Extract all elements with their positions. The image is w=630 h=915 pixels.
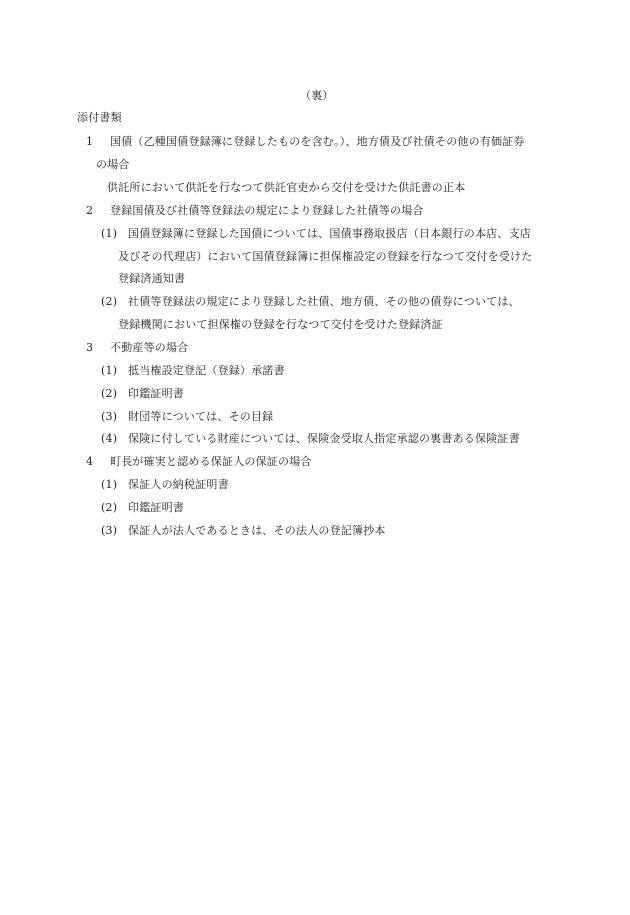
section-number: 1 bbox=[86, 135, 94, 148]
item-number: (1) bbox=[101, 227, 118, 240]
section-number: 2 bbox=[86, 204, 94, 217]
back-side-label: （裏） bbox=[300, 89, 334, 102]
section-2-heading bbox=[86, 203, 424, 219]
section-2-item-1 bbox=[101, 226, 531, 242]
section-1-heading bbox=[86, 134, 525, 150]
section-4-item-1 bbox=[101, 477, 229, 493]
section-text: 国債（乙種国債登録簿に登録したものを含む。）、地方債及び社債その他の有価証券 bbox=[110, 135, 525, 148]
section-3-item-1 bbox=[101, 363, 285, 379]
item-text: 保証人の納税証明書 bbox=[128, 478, 229, 491]
document-title: 添付書類 bbox=[77, 111, 122, 124]
section-number: 3 bbox=[86, 341, 94, 354]
item-number: (2) bbox=[101, 387, 118, 400]
item-text: 印鑑証明書 bbox=[128, 501, 184, 514]
section-3-item-4 bbox=[101, 431, 520, 447]
section-3-item-3 bbox=[101, 409, 273, 425]
section-2-item-1-continued: 及びその代理店）において国債登録簿に担保権設定の登録を行なつて交付を受けた bbox=[118, 250, 533, 263]
item-number: (2) bbox=[101, 295, 118, 308]
section-3-item-2 bbox=[101, 386, 184, 402]
section-4-item-3 bbox=[101, 523, 386, 539]
section-text: 登録国債及び社債等登録法の規定により登録した社債等の場合 bbox=[110, 204, 424, 217]
section-2-item-2 bbox=[101, 294, 520, 310]
section-4-heading bbox=[86, 454, 312, 470]
section-text: 不動産等の場合 bbox=[110, 341, 189, 354]
item-text: 財団等については、その目録 bbox=[128, 410, 274, 423]
item-text: 印鑑証明書 bbox=[128, 387, 184, 400]
item-text: 国債登録簿に登録した国債については、国債事務取扱店（日本銀行の本店、支店 bbox=[128, 227, 531, 240]
item-text: 社債等登録法の規定により登録した社債、地方債、その他の債券については、 bbox=[128, 295, 520, 308]
section-text: 町長が確実と認める保証人の保証の場合 bbox=[110, 455, 312, 468]
section-2-item-2-continued: 登録機関において担保権の登録を行なつて交付を受けた登録済証 bbox=[118, 318, 443, 331]
item-number: (3) bbox=[101, 410, 118, 423]
section-number: 4 bbox=[86, 455, 94, 468]
item-text: 保証人が法人であるときは、その法人の登記簿抄本 bbox=[128, 524, 386, 537]
section-2-item-1-continued: 登録済通知書 bbox=[118, 272, 186, 285]
item-number: (1) bbox=[101, 478, 118, 491]
section-1-body: 供託所において供託を行なつて供託官吏から交付を受けた供託書の正本 bbox=[107, 181, 466, 194]
item-number: (1) bbox=[101, 364, 118, 377]
item-number: (4) bbox=[101, 432, 118, 445]
section-1-heading-continued: の場合 bbox=[96, 158, 130, 171]
item-number: (2) bbox=[101, 501, 118, 514]
item-text: 保険に付している財産については、保険金受取人指定承認の裏書ある保険証書 bbox=[128, 432, 520, 445]
item-text: 抵当権設定登記（登録）承諾書 bbox=[128, 364, 285, 377]
section-3-heading bbox=[86, 340, 188, 356]
item-number: (3) bbox=[101, 524, 118, 537]
section-4-item-2 bbox=[101, 500, 184, 516]
